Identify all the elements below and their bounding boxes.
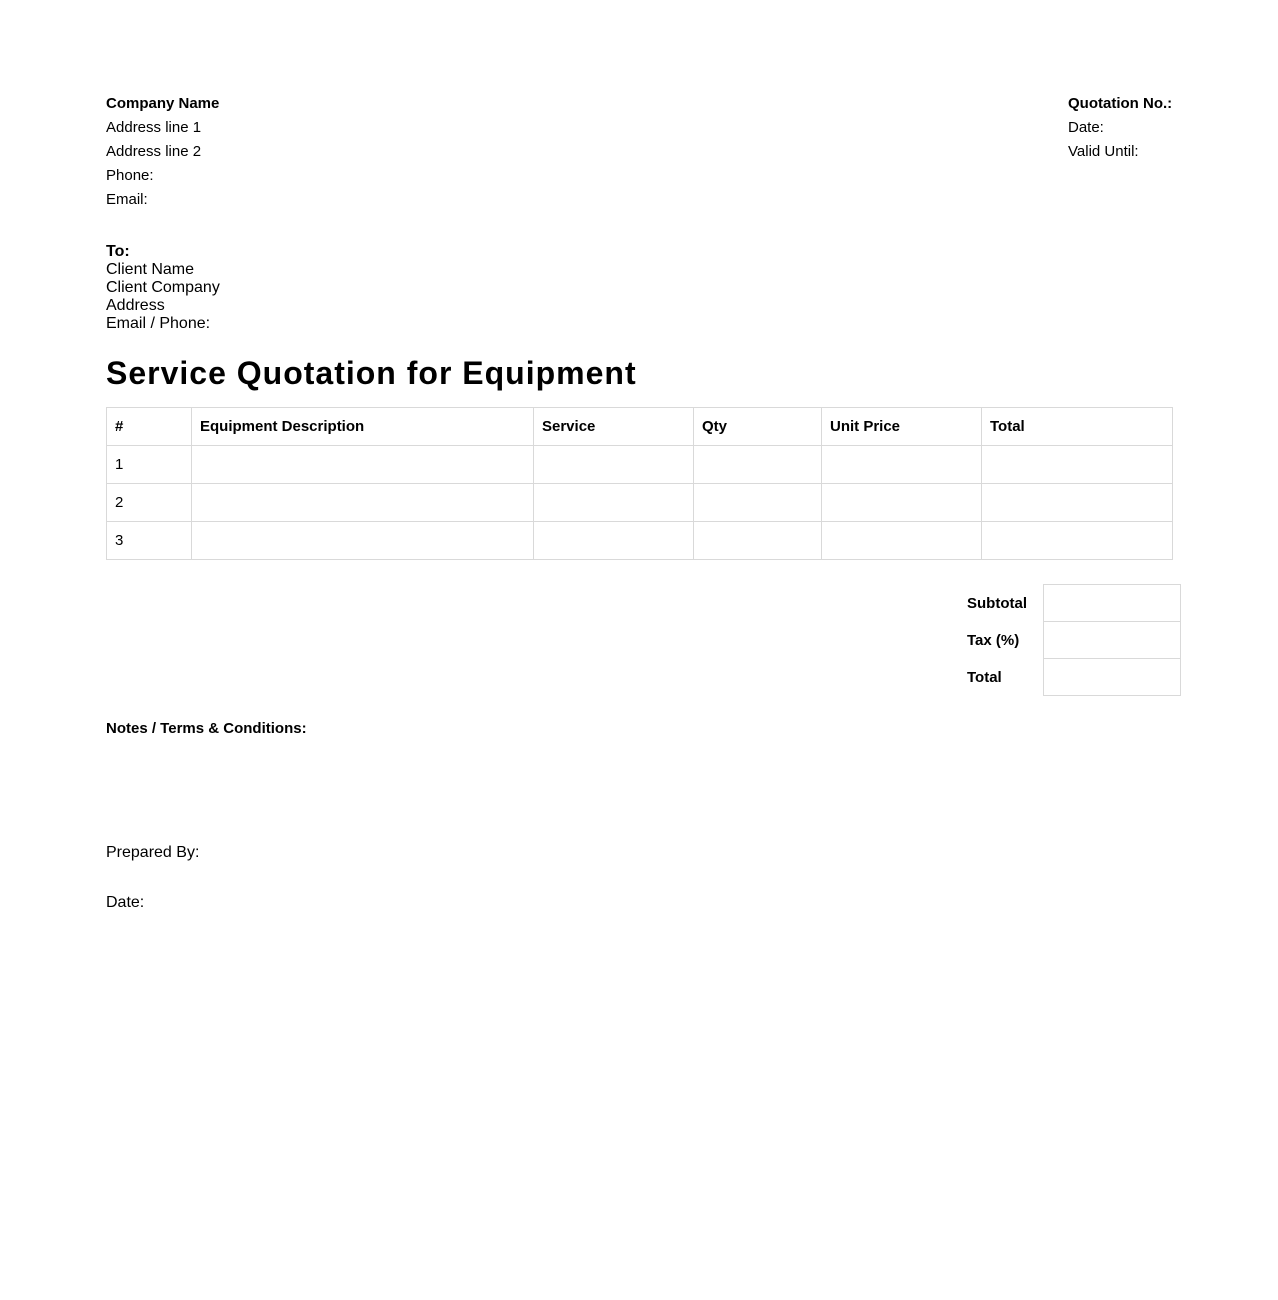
company-info — [106, 94, 219, 214]
quotation-date: Date: — [1068, 119, 1104, 136]
recipient-info — [106, 243, 220, 333]
service-cell[interactable] — [534, 446, 694, 484]
client-name: Client Name — [106, 261, 195, 278]
column-header-equipment-description: Equipment Description — [192, 408, 534, 446]
tax-value[interactable] — [1044, 622, 1181, 659]
quotation-valid-until: Valid Until: — [1068, 143, 1139, 160]
quotation-meta — [1068, 94, 1172, 166]
company-address-line-1: Address line 1 — [106, 119, 202, 136]
quotation-number: Quotation No.: — [1068, 95, 1173, 112]
company-name: Company Name — [106, 95, 220, 112]
total-cell[interactable] — [982, 522, 1173, 560]
row-number-cell: 2 — [107, 484, 192, 522]
table-row — [107, 522, 1173, 560]
signoff-date-label: Date: — [106, 894, 145, 911]
company-address-line-2: Address line 2 — [106, 143, 202, 160]
tax-row — [958, 622, 1181, 659]
table-row — [107, 446, 1173, 484]
subtotal-label: Subtotal — [967, 594, 1027, 612]
client-email-phone: Email / Phone: — [106, 315, 211, 332]
subtotal-value[interactable] — [1044, 585, 1181, 622]
service-cell[interactable] — [534, 484, 694, 522]
total-cell[interactable] — [982, 484, 1173, 522]
column-header-service: Service — [534, 408, 694, 446]
items-table — [106, 407, 1173, 560]
qty-cell[interactable] — [694, 522, 822, 560]
table-row — [107, 484, 1173, 522]
client-company: Client Company — [106, 279, 220, 296]
company-email: Email: — [106, 191, 148, 208]
total-label: Total — [967, 668, 1002, 686]
unit-price-cell[interactable] — [822, 484, 982, 522]
equipment-description-cell[interactable] — [192, 446, 534, 484]
prepared-by-label: Prepared By: — [106, 844, 200, 861]
column-header-number: # — [107, 408, 192, 446]
total-value[interactable] — [1044, 659, 1181, 696]
total-row — [958, 659, 1181, 696]
equipment-description-cell[interactable] — [192, 484, 534, 522]
unit-price-cell[interactable] — [822, 522, 982, 560]
column-header-unit-price: Unit Price — [822, 408, 982, 446]
subtotal-row — [958, 585, 1181, 622]
qty-cell[interactable] — [694, 484, 822, 522]
client-address: Address — [106, 297, 165, 314]
column-header-qty: Qty — [694, 408, 822, 446]
row-number-cell: 1 — [107, 446, 192, 484]
table-header-row — [107, 408, 1173, 446]
company-phone: Phone: — [106, 167, 154, 184]
totals-table — [958, 584, 1181, 696]
qty-cell[interactable] — [694, 446, 822, 484]
tax-label: Tax (%) — [967, 631, 1020, 649]
equipment-description-cell[interactable] — [192, 522, 534, 560]
notes-heading: Notes / Terms & Conditions: — [106, 720, 307, 737]
recipient-heading: To: — [106, 243, 130, 260]
service-cell[interactable] — [534, 522, 694, 560]
row-number-cell: 3 — [107, 522, 192, 560]
page-title: Service Quotation for Equipment — [106, 355, 637, 391]
total-cell[interactable] — [982, 446, 1173, 484]
column-header-total: Total — [982, 408, 1173, 446]
unit-price-cell[interactable] — [822, 446, 982, 484]
